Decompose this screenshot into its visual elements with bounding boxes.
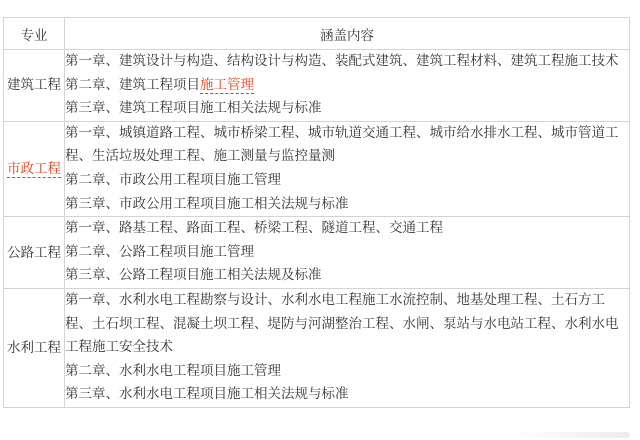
chapter-line: 第三章、市政公用工程项目施工相关法规与标准 [65, 195, 349, 212]
header-content: 涵盖内容 [65, 18, 630, 50]
chapter-line: 第一章、水利水电工程勘察与设计、水利水电工程施工水流控制、地基处理工程、土石方工程、土石坝工程、混凝土坝工程、堤防与河湖整治工程、水闸、泵站与水电站工程、水利水电工程施工安全技术 [65, 291, 619, 356]
chapter-line: 第二章、水利水电工程项目施工管理 [65, 362, 281, 379]
chapter-line: 第一章、城镇道路工程、城市桥梁工程、城市轨道交通工程、城市给水排水工程、城市管道工程、生活垃圾处理工程、施工测量与监控量测 [65, 124, 619, 165]
watermark [510, 432, 630, 438]
municipal-engineering-link[interactable]: 市政工程 [7, 160, 61, 177]
chapter-line: 第一章、路基工程、路面工程、桥梁工程、隧道工程、交通工程 [65, 220, 443, 237]
content-cell [65, 50, 630, 122]
table-row [4, 121, 630, 216]
table-row [4, 217, 630, 289]
content-cell [65, 217, 630, 289]
chapter-line: 第三章、公路工程项目施工相关法规及标准 [65, 267, 322, 284]
table-row [4, 50, 630, 122]
subject-cell [4, 121, 65, 216]
chapter-line: 第三章、水利水电工程项目施工相关法规与标准 [65, 386, 349, 403]
chapter-line-text: 第二章、建筑工程项目 [65, 76, 200, 93]
subject-cell: 建筑工程 [4, 50, 65, 122]
header-subject: 专业 [4, 18, 65, 50]
content-cell [65, 288, 630, 407]
chapter-line [65, 74, 629, 98]
construction-management-link[interactable]: 施工管理 [200, 76, 254, 93]
syllabus-table [3, 17, 630, 408]
chapter-line: 第二章、市政公用工程项目施工管理 [65, 171, 281, 188]
table-row [4, 288, 630, 407]
chapter-line: 第二章、公路工程项目施工管理 [65, 243, 254, 260]
chapter-line: 第一章、建筑设计与构造、结构设计与构造、装配式建筑、建筑工程材料、建筑工程施工技术 [65, 53, 619, 69]
subject-cell: 水利工程 [4, 288, 65, 407]
table-header-row [4, 18, 630, 50]
subject-cell: 公路工程 [4, 217, 65, 289]
chapter-line: 第三章、建筑工程项目施工相关法规与标准 [65, 100, 322, 117]
content-cell [65, 121, 630, 216]
